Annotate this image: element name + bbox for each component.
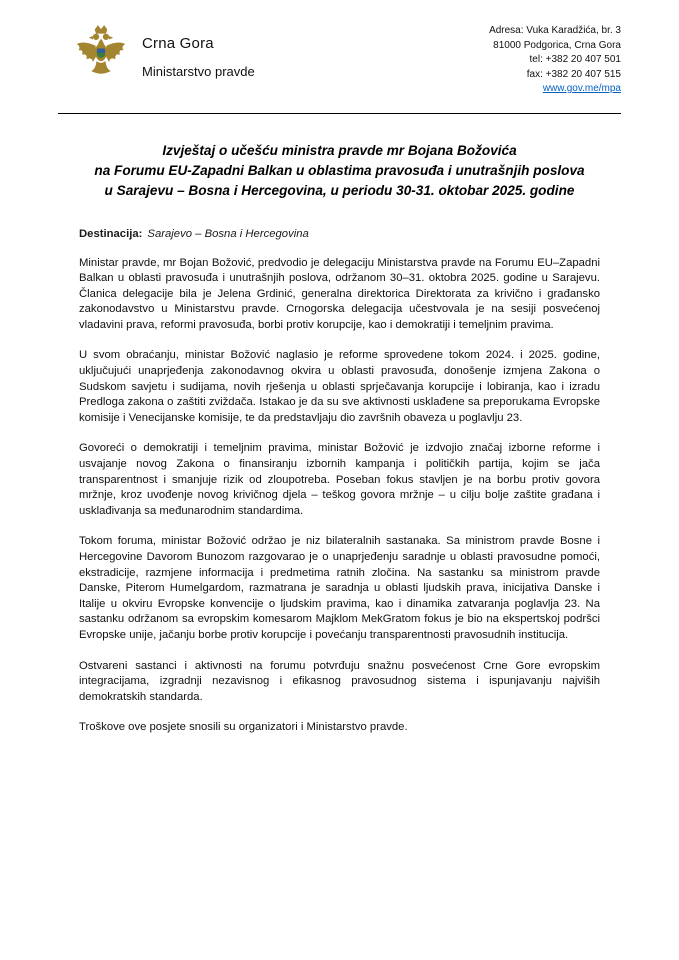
paragraph-6: Troškove ove posjete snosili su organizatori i Ministarstvo pravde. xyxy=(79,721,408,734)
title-line-2: na Forumu EU-Zapadni Balkan u oblastima pravosuđa i unutrašnjih poslova xyxy=(94,162,585,178)
paragraph-5: Ostvareni sastanci i aktivnosti na forumu potvrđuju snažnu posvećenost Crne Gore evropskim integracijama, izgradnji nezavisnog i efikasnog pravosudnog sistema i ispunjavanju najviših demokratskih standarda. xyxy=(79,659,600,703)
paragraph-2: U svom obraćanju, ministar Božović naglasio je reforme sprovedene tokom 2024. i 2025. godine, uključujući unaprjeđenja zakonodavnog okvira u oblasti pravosuđa, donošenje izmjena Zakona o Sudskom savjetu i sudijama, novih rješenja u oblasti sprječavanja korupcije i lobiranja, kao i izradu Predloga zakona o zaštiti zviždača. Istakao je da su sve aktivnosti usklađene sa preporukama Evropske komisije i Venecijanske komisije, te da predstavljaju dio završnih obaveza u poglavlju 23. xyxy=(79,349,600,424)
paragraph-1: Ministar pravde, mr Bojan Božović, predvodio je delegaciju Ministarstva pravde na Forumu EU–Zapadni Balkan u oblasti pravosuđa i unutrašnjih poslova, održanom 30–31. oktobra 2025. godine u Sarajevu. Članica delegacije bila je Jelena Grdinić, generalna direktorica Direktorata za krivično i građansko zakonodavstvo u Ministarstvu pravde. Crnogorska delegacija učestvovala je na sesiji posvećenoj vladavini prava, reformi pravosuđa, borbi protiv korupcije, kao i demokratiji i temeljnim pravima. xyxy=(79,256,600,331)
document-body xyxy=(0,114,679,736)
destination-label: Destinacija: xyxy=(79,227,143,240)
paragraph-3: Govoreći o demokratiji i temeljnim pravima, ministar Božović je izdvojio značaj izborne reforme i usvajanje novog Zakona o finansiranju izbornih kampanja i političkih partija, kojim se jača transparentnost i smanjuje rizik od zloupotreba. Poseban fokus stavljen je na borbu protiv govora mržnje, kroz uvođenje novog krivičnog djela – teškog govora mržnje – u cilju bolje zaštite građana i usklađivanja sa međunarodnim standardima. xyxy=(79,442,600,517)
brand-text xyxy=(142,33,255,79)
address-line-tel: tel: +382 20 407 501 xyxy=(529,54,621,65)
letterhead xyxy=(0,22,679,97)
paragraph-4: Tokom foruma, ministar Božović održao je niz bilateralnih sastanaka. Sa ministrom pravde Bosne i Hercegovine Davorom Bunozom razgovarao je o unaprjeđenju saradnje u oblasti pravosudne pomoći, ekstradicije, razmjene informacija i predmetima ratnih zločina. Na sastanku sa ministrom pravde Danske, Piterom Humelgardom, razmatrana je saradnja u oblasti ljudskih prava, inicijativa Danske i Italije u okviru Evropske konvencije o ljudskim pravima, kao i dinamika zatvaranja poglavlja 23. Na sastanku održanom sa evropskim komesarom Majklom MekGratom fokus je bio na ekspertskoj podršci Evropske unije, jačanju borbe protiv korupcije i povećanju transparentnosti pravosudnih institucija. xyxy=(79,535,600,641)
address-block xyxy=(489,22,621,97)
destination-value: Sarajevo – Bosna i Hercegovina xyxy=(147,227,309,240)
document-title xyxy=(79,141,600,201)
destination-line xyxy=(79,228,600,240)
address-line-street: Adresa: Vuka Karadžića, br. 3 xyxy=(489,25,621,36)
address-line-fax: fax: +382 20 407 515 xyxy=(526,68,621,80)
title-line-1: Izvještaj o učešću ministra pravde mr Bojana Božovića xyxy=(162,142,517,158)
brand xyxy=(74,22,255,89)
address-line-city: 81000 Podgorica, Crna Gora xyxy=(493,39,621,51)
coat-of-arms-icon xyxy=(74,22,128,89)
org-name: Crna Gora xyxy=(142,34,214,52)
website-link[interactable]: www.gov.me/mpa xyxy=(542,83,621,94)
org-department: Ministarstvo pravde xyxy=(142,63,255,79)
title-line-3: u Sarajevu – Bosna i Hercegovina, u periodu 30-31. oktobar 2025. godine xyxy=(104,182,575,198)
